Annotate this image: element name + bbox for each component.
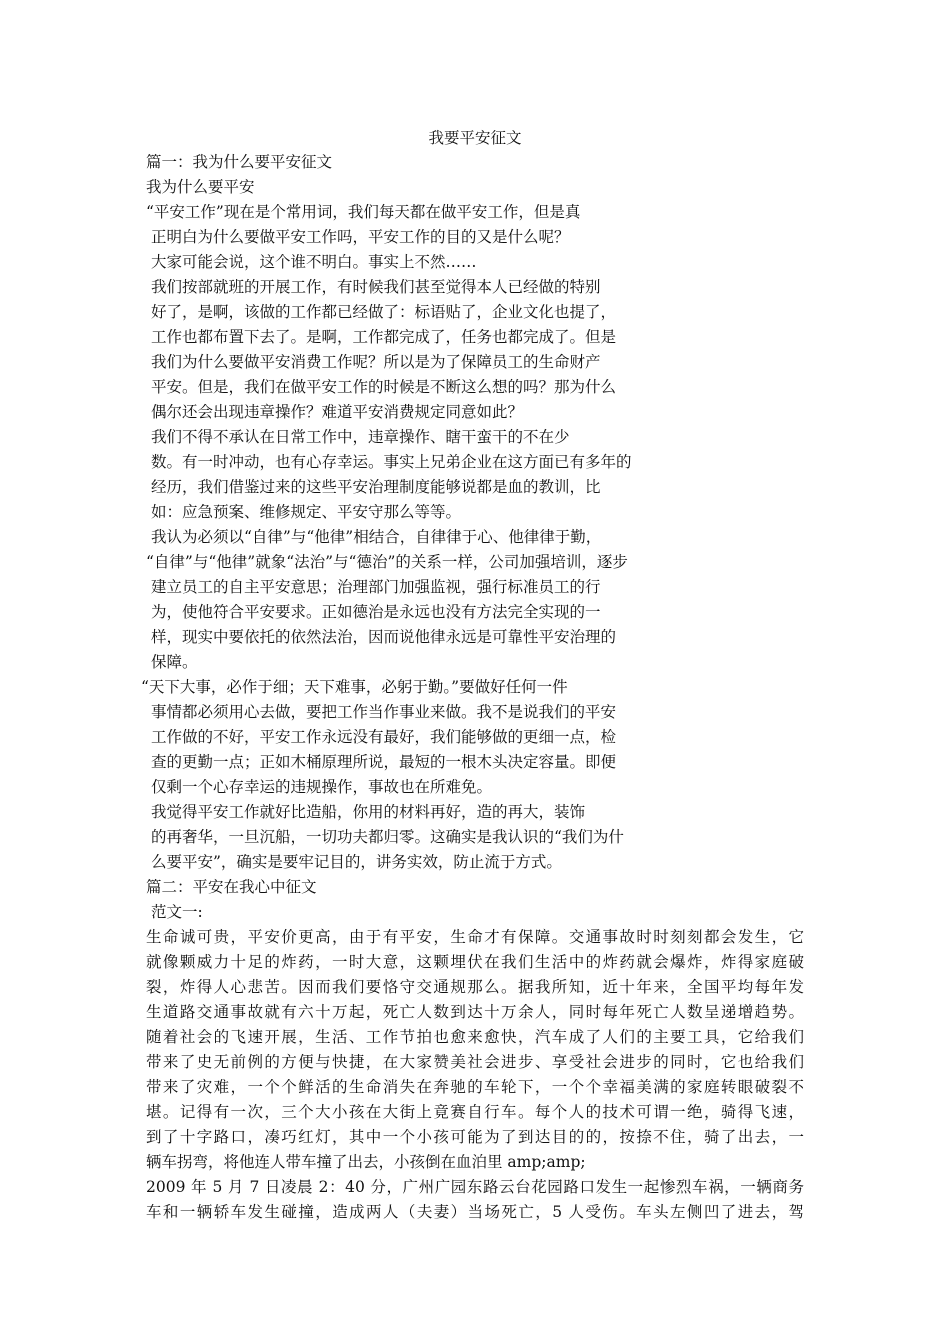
section1-line-21: 事情都必须用心去做，要把工作当作事业来做。我不是说我们的平安	[151, 703, 617, 721]
section2-line-6: 带来了史无前例的方便与快捷，在大家赞美社会进步、享受社会进步的同时，它也给我们	[146, 1053, 804, 1071]
section1-line-22: 工作做的不好，平安工作永远没有最好，我们能够做的更细一点，检	[151, 728, 617, 746]
section1-line-23: 查的更勤一点；正如木桶原理所说，最短的一根木头决定容量。即便	[151, 753, 617, 771]
section2-line-1: 生命诚可贵，平安价更高，由于有平安，生命才有保障。交通事故时时刻刻都会发生，它	[146, 928, 804, 946]
section1-line-19: 保障。	[151, 653, 198, 671]
section1-line-6: 工作也都布置下去了。是啊，工作都完成了，任务也都完成了。但是	[151, 328, 617, 346]
section1-line-3: 大家可能会说，这个谁不明白。事实上不然……	[151, 253, 477, 271]
section1-line-27: 么要平安”，确实是要牢记目的，讲务实效，防止流于方式。	[151, 853, 562, 871]
section1-line-4: 我们按部就班的开展工作，有时候我们甚至觉得本人已经做的特别	[151, 278, 601, 296]
section2-line-5: 随着社会的飞速开展，生活、工作节拍也愈来愈快，汽车成了人们的主要工具，它给我们	[146, 1028, 804, 1046]
section1-line-18: 样，现实中要依托的依然法治，因而说他律永远是可靠性平安治理的	[151, 628, 617, 646]
section1-line-12: 经历，我们借鉴过来的这些平安治理制度能够说都是血的教训，比	[151, 478, 601, 496]
section2-line-11: 2009 年 5 月 7 日凌晨 2：40 分，广州广园东路云台花园路口发生一起惨烈车祸，一辆商务	[146, 1178, 804, 1196]
section1-line-20: “天下大事，必作于细；天下难事，必躬于勤。”要做好任何一件	[141, 678, 568, 696]
section2-heading: 篇二：平安在我心中征文	[146, 878, 317, 896]
section1-line-25: 我觉得平安工作就好比造船，你用的材料再好，造的再大，装饰	[151, 803, 586, 821]
section1-line-16: 建立员工的自主平安意思；治理部门加强监视，强行标准员工的行	[151, 578, 601, 596]
section2-line-4: 生道路交通事故就有六十万起，死亡人数到达十万余人，同时每年死亡人数呈递增趋势。	[146, 1003, 804, 1021]
section1-line-13: 如：应急预案、维修规定、平安守那么等等。	[151, 503, 462, 521]
section1-line-2: 正明白为什么要做平安工作吗，平安工作的目的又是什么呢？	[151, 228, 570, 246]
section1-subheading: 我为什么要平安	[146, 178, 255, 196]
section1-line-11: 数。有一时冲动，也有心存幸运。事实上兄弟企业在这方面已有多年的	[151, 453, 632, 471]
section1-line-10: 我们不得不承认在日常工作中，违章操作、瞎干蛮干的不在少	[151, 428, 570, 446]
section2-line-8: 堪。记得有一次，三个大小孩在大街上竟赛自行车。每个人的技术可谓一绝，骑得飞速，	[146, 1103, 804, 1121]
section2-subheading: 范文一:	[151, 903, 203, 921]
section1-line-9: 偶尔还会出现违章操作？难道平安消费规定同意如此？	[151, 403, 524, 421]
section1-line-7: 我们为什么要做平安消费工作呢？所以是为了保障员工的生命财产	[151, 353, 601, 371]
section2-line-2: 就像颗威力十足的炸药，一时大意，这颗埋伏在我们生活中的炸药就会爆炸，炸得家庭破	[146, 953, 804, 971]
section1-line-5: 好了，是啊，该做的工作都已经做了：标语贴了，企业文化也提了，	[151, 303, 617, 321]
section2-line-7: 带来了灾难，一个个鲜活的生命消失在奔驰的车轮下，一个个幸福美满的家庭转眼破裂不	[146, 1078, 804, 1096]
document-title: 我要平安征文	[428, 129, 522, 147]
section2-line-9: 到了十字路口，凑巧红灯，其中一个小孩可能为了到达目的的，按捺不住，骑了出去，一	[146, 1128, 804, 1146]
section1-line-26: 的再奢华，一旦沉船，一切功夫都归零。这确实是我认识的“我们为什	[151, 828, 624, 846]
section2-line-3: 裂，炸得人心悲苦。因而我们要恪守交通规那么。据我所知，近十年来，全国平均每年发	[146, 978, 804, 996]
section1-line-14: 我认为必须以“自律”与“他律”相结合，自律律于心、他律律于勤，	[151, 528, 602, 546]
section2-line-12: 车和一辆轿车发生碰撞，造成两人（夫妻）当场死亡，5 人受伤。车头左侧凹了进去，驾	[146, 1203, 804, 1221]
section1-line-1: “平安工作”现在是个常用词，我们每天都在做平安工作，但是真	[146, 203, 581, 221]
section1-line-17: 为，使他符合平安要求。正如德治是永远也没有方法完全实现的一	[151, 603, 601, 621]
section1-line-15: “自律”与“他律”就象“法治”与“德治”的关系一样，公司加强培训，逐步	[146, 553, 628, 571]
section1-line-24: 仅剩一个心存幸运的违规操作，事故也在所难免。	[151, 778, 493, 796]
section1-line-8: 平安。但是，我们在做平安工作的时候是不断这么想的吗？那为什么	[151, 378, 617, 396]
section2-line-10: 辆车拐弯，将他连人带车撞了出去，小孩倒在血泊里 amp;amp;	[146, 1153, 586, 1171]
section1-heading: 篇一：我为什么要平安征文	[146, 153, 333, 171]
